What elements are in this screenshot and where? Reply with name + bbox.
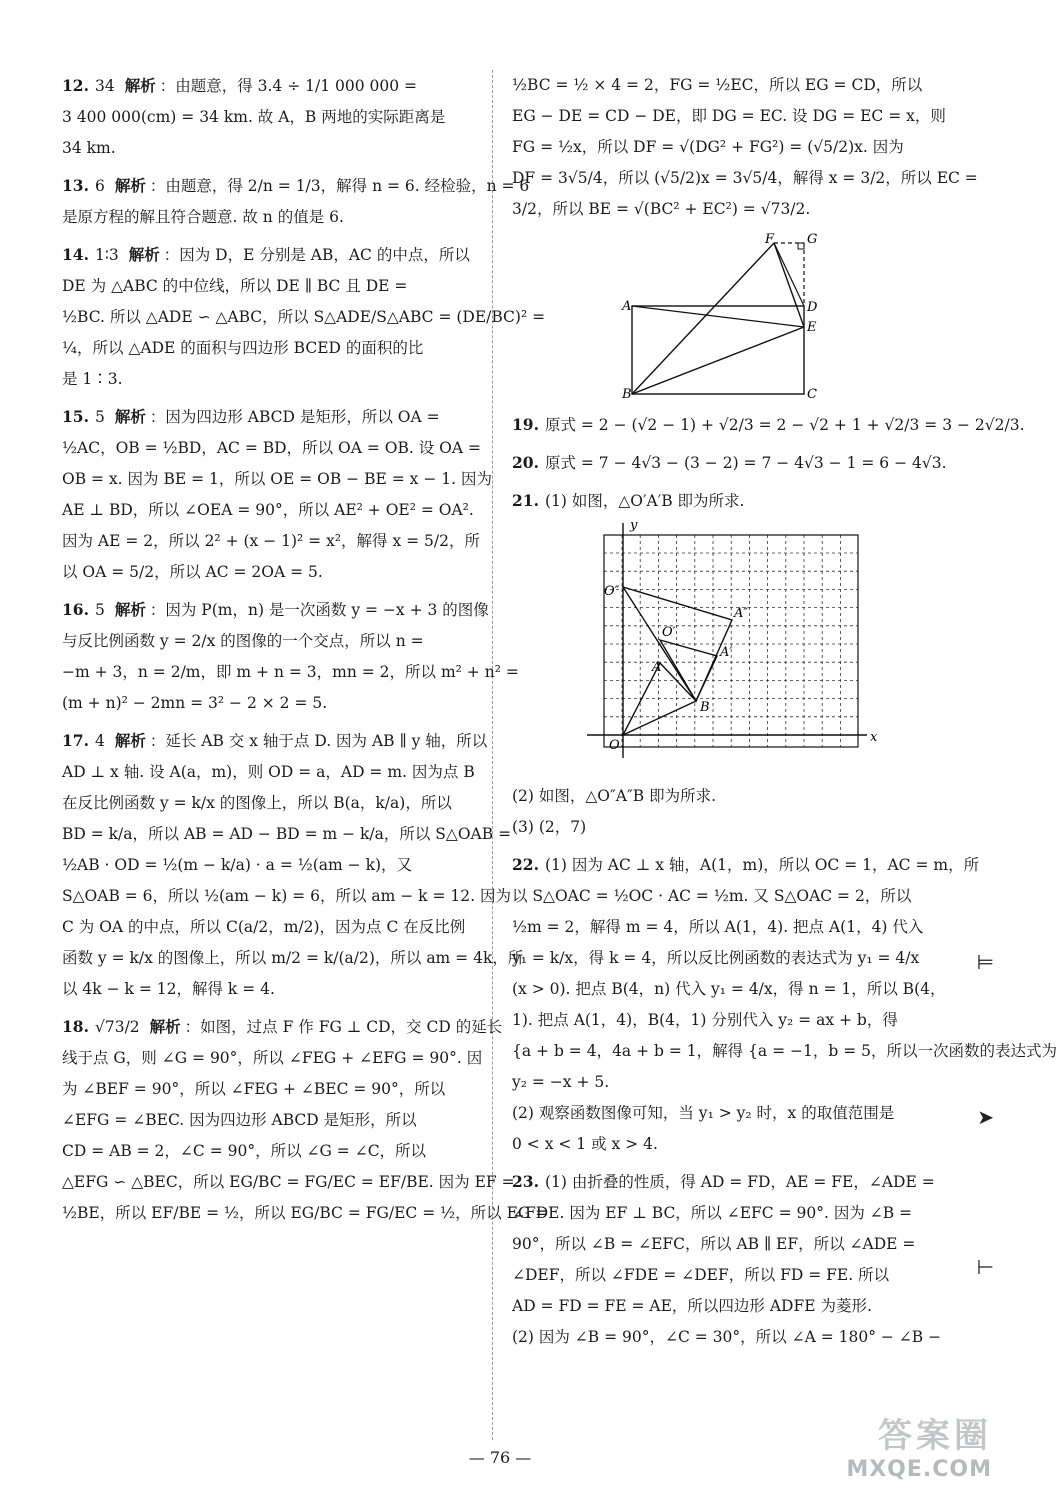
label-o-double-prime: O″ [604, 584, 620, 599]
solution-text: ∠FDE. 因为 EF ⊥ BC，所以 ∠EFC = 90°. 因为 ∠B = [512, 1204, 913, 1222]
right-angle-mark [798, 243, 804, 249]
watermark-logo: 答案圈 [878, 1416, 992, 1456]
solution-text: (x > 0). 把点 B(4，n) 代入 y₁ = 4/x，得 n = 1，所以 B(4， [512, 980, 946, 998]
question-number: 16. [62, 600, 89, 619]
watermark-url: MXQE.COM [846, 1457, 992, 1482]
analysis-label: 解析 [114, 407, 146, 426]
label-b: B [700, 700, 710, 715]
question-15 [62, 401, 492, 588]
solution-text: {a + b = 4，4a + b = 1，解得 {a = −1，b = 5，所以一次函数的表达式为 [512, 1042, 1057, 1060]
figure-21-grid-diagram [512, 518, 878, 773]
question-number: 23. [512, 1172, 539, 1191]
solution-text: (2) 因为 ∠B = 90°，∠C = 30°，所以 ∠A = 180° − ∠B − [512, 1328, 942, 1346]
analysis-line: ：因为 P(m，n) 是一次函数 y = −x + 3 的图像 [149, 601, 489, 619]
label-g: G [807, 232, 818, 247]
analysis-line: 线于点 G，则 ∠G = 90°，所以 ∠FEG + ∠EFG = 90°. 因 [62, 1049, 483, 1067]
analysis-line: CD = AB = 2，∠C = 90°，所以 ∠G = ∠C，所以 [62, 1142, 427, 1160]
analysis-line: 34 km. [62, 139, 116, 157]
segment-fd [774, 243, 804, 306]
analysis-line: 是 1∶3. [62, 370, 123, 388]
solution-text: ∠DEF，所以 ∠FDE = ∠DEF，所以 FD = FE. 所以 [512, 1266, 890, 1284]
analysis-line: 3 400 000(cm) = 34 km. 故 A，B 两地的实际距离是 [62, 108, 446, 126]
solution-text: (1) 因为 AC ⊥ x 轴，A(1，m)，所以 OC = 1，AC = m，所 [544, 856, 980, 874]
analysis-line: ：由题意，得 2/n = 1/3，解得 n = 6. 经检验，n = 6 [149, 177, 530, 195]
analysis-line: △EFG ∽ △BEC，所以 EG/BC = FG/EC = EF/BE. 因为 EF = [62, 1173, 515, 1191]
right-column [512, 70, 1057, 1359]
analysis-line: ¼，所以 △ADE 的面积与四边形 BCED 的面积的比 [62, 339, 424, 357]
solution-text: (2) 如图，△O″A″B 即为所求. [512, 787, 717, 805]
answer: 1∶3 [94, 246, 119, 264]
margin-mark: ➤ [977, 1105, 994, 1129]
column-divider [492, 70, 493, 1440]
question-14 [62, 239, 546, 395]
analysis-line: 是原方程的解且符合题意. 故 n 的值是 6. [62, 208, 344, 226]
figure-18-rectangle-diagram [512, 231, 818, 402]
analysis-line: DF = 3√5/4，所以 (√5/2)x = 3√5/4，解得 x = 3/2，所以 EC = [512, 169, 978, 187]
solution-text: (3) (2，7) [512, 818, 587, 836]
analysis-label: 解析 [128, 245, 160, 264]
label-o-prime: O′ [662, 625, 676, 640]
solution-text: (2) 观察函数图像可知，当 y₁ > y₂ 时，x 的取值范围是 [512, 1104, 895, 1122]
question-21 [512, 485, 928, 843]
analysis-line: AD ⊥ x 轴. 设 A(a，m)，则 OD = a，AD = m. 因为点 B [62, 763, 475, 781]
margin-mark: ⊢ [976, 1255, 994, 1279]
watermark [846, 1408, 992, 1482]
analysis-line: ：因为四边形 ABCD 是矩形，所以 OA = [149, 408, 440, 426]
analysis-line: C 为 OA 的中点，所以 C(a/2，m/2)，因为点 C 在反比例 [62, 918, 466, 936]
analysis-line: 与反比例函数 y = 2/x 的图像的一个交点，所以 n = [62, 632, 424, 650]
analysis-line: ½BE，所以 EF/BE = ½，所以 EG/BC = FG/EC = ½，所以 EG = [62, 1204, 549, 1222]
question-23 [512, 1166, 942, 1353]
question-12 [62, 70, 476, 164]
label-b: B [622, 387, 632, 402]
solution-text: 0 < x < 1 或 x > 4. [512, 1135, 658, 1153]
segment-bf [632, 243, 774, 394]
analysis-line: FG = ½x，所以 DF = √(DG² + FG²) = (√5/2)x. 因为 [512, 138, 904, 156]
analysis-line: ½AB · OD = ½(m − k/a) · a = ½(am − k)，又 [62, 856, 413, 874]
segment-fe [774, 243, 804, 327]
analysis-line: ½BC = ½ × 4 = 2，FG = ½EC，所以 EG = CD，所以 [512, 76, 923, 94]
label-a-prime: A′ [720, 645, 733, 660]
label-a: A [652, 660, 662, 675]
analysis-line: 以 4k − k = 12，解得 k = 4. [62, 980, 275, 998]
question-number: 19. [512, 415, 539, 434]
solution-text: 以 S△OAC = ½OC · AC = ½m. 又 S△OAC = 2，所以 [512, 887, 912, 905]
solution-text: y₁ = k/x，得 k = 4，所以反比例函数的表达式为 y₁ = 4/x [512, 949, 920, 967]
segment-be [632, 327, 804, 394]
label-d: D [807, 300, 818, 315]
analysis-line: (m + n)² − 2mn = 3² − 2 × 2 = 5. [62, 694, 328, 712]
analysis-label: 解析 [149, 1017, 181, 1036]
question-number: 12. [62, 76, 89, 95]
label-a: A [622, 299, 632, 314]
answer: 34 [94, 77, 115, 95]
analysis-line: ：因为 D，E 分别是 AB，AC 的中点，所以 [163, 246, 470, 264]
solution-text: 90°，所以 ∠B = ∠EFC，所以 AB ∥ EF，所以 ∠ADE = [512, 1235, 916, 1253]
question-17 [62, 725, 524, 1005]
question-22 [512, 849, 1057, 1160]
analysis-line: BD = k/a，所以 AB = AD − BD = m − k/a，所以 S△OAB = [62, 825, 512, 843]
question-number: 21. [512, 491, 539, 510]
question-16 [62, 594, 519, 719]
solution-text: (1) 如图，△O′A′B 即为所求. [544, 492, 745, 510]
analysis-line: EG − DE = CD − DE，即 DG = EC. 设 DG = EC = x，则 [512, 107, 946, 125]
question-19 [512, 409, 1025, 441]
analysis-line: 以 OA = 5/2，所以 AC = 2OA = 5. [62, 563, 323, 581]
answer: 5 [94, 601, 105, 619]
analysis-line: ：延长 AB 交 x 轴于点 D. 因为 AB ∥ y 轴，所以 [149, 732, 488, 750]
label-f: F [765, 232, 775, 247]
analysis-line: ∠EFG = ∠BEC. 因为四边形 ABCD 是矩形，所以 [62, 1111, 417, 1129]
question-18-continued [512, 70, 978, 225]
page-number: — 76 — [468, 1448, 532, 1467]
analysis-line: AE ⊥ BD，所以 ∠OEA = 90°，所以 AE² + OE² = OA². [62, 501, 474, 519]
analysis-label: 解析 [124, 76, 156, 95]
analysis-line: S△OAB = 6，所以 ½(am − k) = 6，所以 am − k = 12. 因为 [62, 887, 511, 905]
analysis-label: 解析 [114, 731, 146, 750]
analysis-line: ½AC，OB = ½BD，AC = BD，所以 OA = OB. 设 OA = [62, 439, 481, 457]
analysis-line: ：如图，过点 F 作 FG ⊥ CD，交 CD 的延长 [184, 1018, 503, 1036]
analysis-line: 函数 y = k/x 的图像上，所以 m/2 = k/(a/2)，所以 am = 4k，所 [62, 949, 524, 967]
solution-text: y₂ = −x + 5. [512, 1073, 610, 1091]
label-e: E [807, 320, 817, 335]
analysis-label: 解析 [114, 176, 146, 195]
analysis-line: 为 ∠BEF = 90°，所以 ∠FEG + ∠BEC = 90°，所以 [62, 1080, 446, 1098]
analysis-line: 在反比例函数 y = k/x 的图像上，所以 B(a，k/a)，所以 [62, 794, 452, 812]
solution-text: AD = FD = FE = AE，所以四边形 ADFE 为菱形. [512, 1297, 872, 1315]
analysis-line: −m + 3，n = 2/m，即 m + n = 3，mn = 2，所以 m² + n² = [62, 663, 519, 681]
question-number: 13. [62, 176, 89, 195]
answer: √73/2 [94, 1018, 140, 1036]
question-13 [62, 170, 530, 233]
axis-label-y: y [630, 518, 638, 533]
solution-text: 原式 = 7 − 4√3 − (3 − 2) = 7 − 4√3 − 1 = 6 − 4√3. [544, 454, 947, 472]
analysis-line: DE 为 △ABC 的中位线，所以 DE ∥ BC 且 DE = [62, 277, 408, 295]
question-number: 22. [512, 855, 539, 874]
question-number: 20. [512, 453, 539, 472]
triangle-o1-a1-b [660, 640, 717, 701]
rectangle-abcd [632, 306, 804, 394]
solution-text: 1). 把点 A(1，4)，B(4，1) 分别代入 y₂ = ax + b，得 [512, 1011, 898, 1029]
answer: 5 [94, 408, 105, 426]
answer: 6 [94, 177, 105, 195]
analysis-line: OB = x. 因为 BE = 1，所以 OE = OB − BE = x − 1. 因为 [62, 470, 492, 488]
solution-text: 原式 = 2 − (√2 − 1) + √2/3 = 2 − √2 + 1 + √2/3 = 3 − 2√2/3. [544, 416, 1025, 434]
analysis-line: ½BC. 所以 △ADE ∽ △ABC，所以 S△ADE/S△ABC = (DE/BC)² = [62, 308, 546, 326]
analysis-line: 因为 AE = 2，所以 2² + (x − 1)² = x²，解得 x = 5/2，所 [62, 532, 480, 550]
question-20 [512, 447, 947, 479]
segment-ae [632, 306, 804, 327]
margin-mark: ⊨ [976, 950, 994, 974]
analysis-line: ：由题意，得 3.4 ÷ 1/1 000 000 = [159, 77, 418, 95]
solution-text: (1) 由折叠的性质，得 AD = FD，AE = FE，∠ADE = [544, 1173, 935, 1191]
answer: 4 [94, 732, 105, 750]
grid-lines [604, 535, 858, 747]
label-c: C [807, 387, 817, 402]
question-number: 14. [62, 245, 89, 264]
solution-text: ½m = 2，解得 m = 4，所以 A(1，4). 把点 A(1，4) 代入 [512, 918, 924, 936]
question-number: 15. [62, 407, 89, 426]
analysis-label: 解析 [114, 600, 146, 619]
question-number: 17. [62, 731, 89, 750]
axis-label-x: x [870, 730, 878, 745]
label-o: O [609, 738, 620, 753]
question-number: 18. [62, 1017, 89, 1036]
label-a-double-prime: A″ [734, 606, 749, 621]
analysis-line: 3/2，所以 BE = √(BC² + EC²) = √73/2. [512, 200, 811, 218]
